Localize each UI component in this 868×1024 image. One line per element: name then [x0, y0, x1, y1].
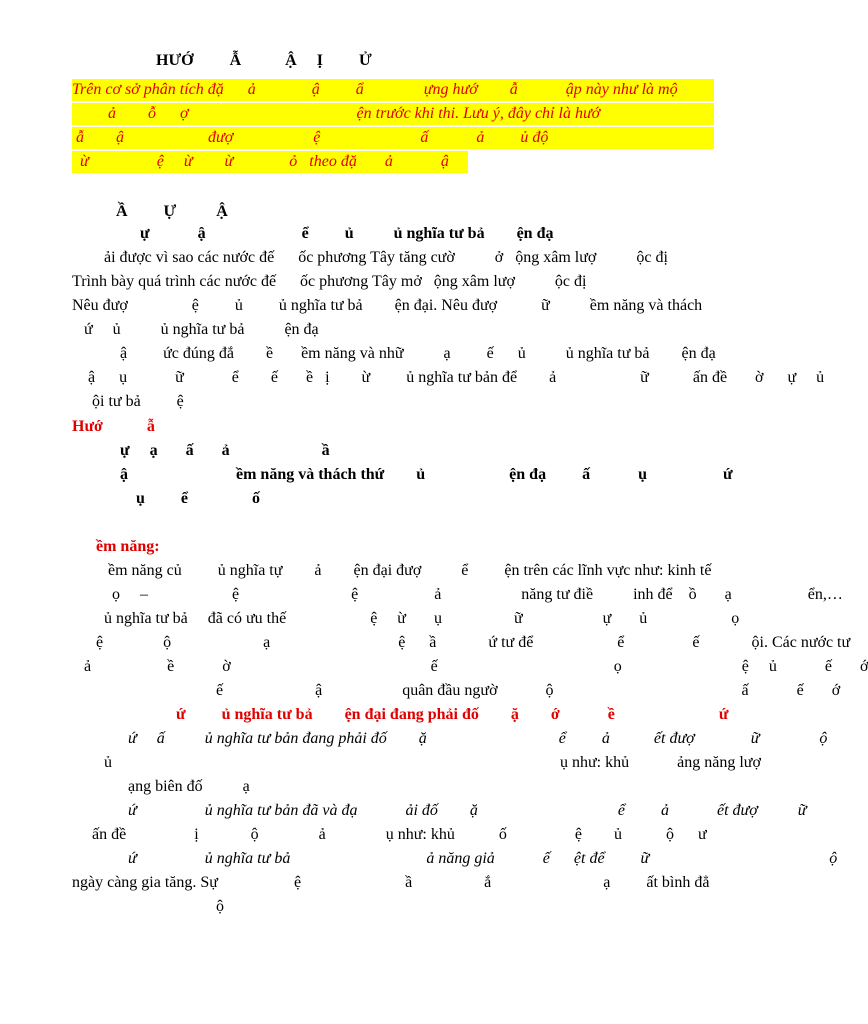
guide-heading: Hướ ẫ [72, 418, 155, 435]
potential-line: ềm năng củ ủ nghĩa tự ả ện đại đượ ể ện trên các lĩnh vực như: kinh tế [72, 562, 712, 579]
intro-line: ừ ệ ừ ừ ỏ theo đặ ả ậ [72, 153, 449, 170]
guide-line: ụ ể ố [72, 490, 260, 507]
challenge-line: ạng biên đố ạ [72, 778, 250, 795]
potential-line: ủ nghĩa tư bả đã có ưu thế ệ ừ ụ ữ ự ủ ọ [72, 610, 740, 627]
potential-heading: ềm năng: [72, 538, 160, 555]
guide-line: ậ ềm năng và thách thứ ủ ện đạ ấ ụ ứ [72, 466, 733, 483]
section-heading: Ầ Ự Ậ [72, 203, 228, 220]
intro-line: Trên cơ sở phân tích đặ ả ậ ẩ ựng hướ ẫ ập này như là mộ [72, 81, 678, 98]
objective-line: ậ ụ ữ ể ế ề ị ừ ủ nghĩa tư bản để ả ữ ấn đề ờ ự ủ [72, 369, 825, 386]
challenges-heading: ứ ủ nghĩa tư bả ện đại đang phải đố ặ ớ ề ứ [72, 706, 729, 723]
challenge-line: ngày càng gia tăng. Sự ệ ầ ắ ạ ất bình đẳ [72, 874, 710, 891]
potential-line: ế ậ quân đầu ngườ ộ ấ ế ớ [72, 682, 841, 699]
challenges-heading-line [72, 704, 728, 726]
objective-line: ậ ức đúng đắ ề ềm năng và nhữ ạ ế ủ ủ nghĩa tư bả ện đạ [72, 345, 716, 362]
objective-line: ải được vì sao các nước đế ốc phương Tây tăng cườ ở ộng xâm lượ ộc đị [72, 249, 668, 266]
page-title: HƯỚ Ẫ Ậ Ị Ử [156, 52, 372, 69]
objective-line: Trình bày quá trình các nước đế ốc phương Tây mở ộng xâm lượ ộc đị [72, 273, 587, 290]
section-subheading: ự ậ ể ủ ủ nghĩa tư bả ện đạ [72, 225, 554, 242]
guide-line: ự ạ ấ ả ầ [72, 442, 330, 459]
challenge-line: ấn đề ị ộ ả ụ như: khủ ố ệ ủ ộ ư [72, 826, 707, 843]
challenge-line: ứ ủ nghĩa tư bả ả năng giả ế ệt để ữ ộ [72, 850, 838, 867]
intro-line: ả ỗ ợ ện trước khi thi. Lưu ý, đây chỉ là hướ [72, 105, 601, 122]
objective-line: ội tư bả ệ [72, 393, 184, 410]
objective-line: Nêu đượ ệ ủ ủ nghĩa tư bả ện đại. Nêu đượ ữ ềm năng và thách [72, 297, 703, 314]
potential-line: ệ ộ ạ ệ ầ ứ tư để ể ế ội. Các nước tư [72, 634, 851, 651]
intro-line: ẫ ậ đượ ệ ấ ả ủ độ [72, 129, 549, 146]
objective-line: ứ ủ ủ nghĩa tư bả ện đạ [72, 321, 319, 338]
challenge-line: ộ [72, 898, 224, 915]
challenge-line: ủ ụ như: khủ ảng năng lượ [72, 754, 761, 771]
potential-line: ả ề ờ ế ọ ệ ủ ế ớ [72, 658, 868, 675]
challenge-line: ứ ấ ủ nghĩa tư bản đang phải đố ặ ể ả ết đượ ữ ộ [72, 730, 828, 747]
potential-line: ọ – ệ ệ ả năng tư điề inh để ồ ạ ển,… [72, 586, 843, 603]
challenge-line: ứ ủ nghĩa tư bản đã và đạ ải đố ặ ể ả ết đượ ữ [72, 802, 807, 819]
